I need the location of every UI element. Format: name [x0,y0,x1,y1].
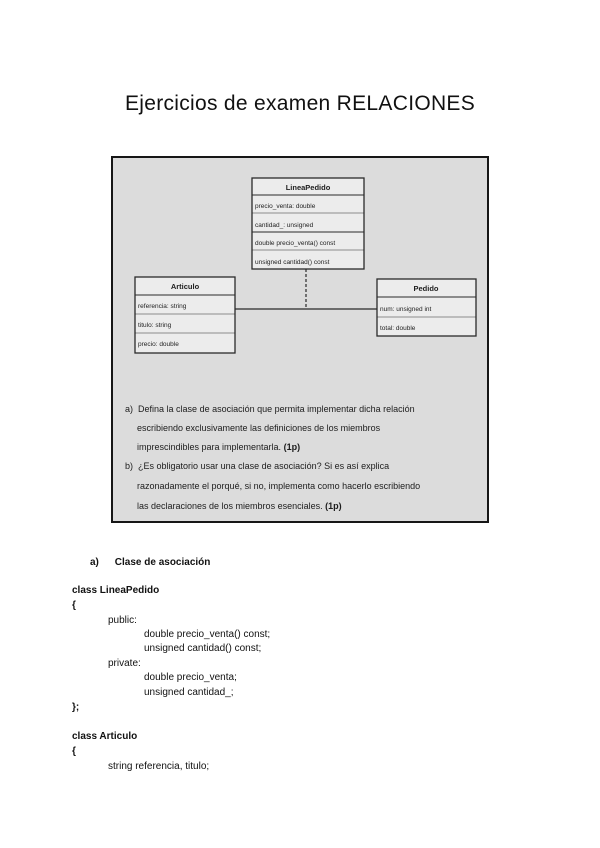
task-a-points: (1p) [283,442,301,452]
open-brace: { [72,746,76,757]
section-heading [90,557,210,568]
member-line: double precio_venta; [144,672,237,683]
class-method: unsigned cantidad() const [255,259,330,266]
class-attribute: num: unsigned int [380,306,432,313]
task-a-line-3 [137,442,300,452]
task-b-text: las declaraciones de los miembros esenciales. [137,501,323,511]
class-articulo [135,277,235,353]
task-b-line-1 [125,461,389,471]
member-line: double precio_venta() const; [144,629,271,640]
class-attribute: precio: double [138,341,179,348]
task-b-text: ¿Es obligatorio usar una clase de asociación? Si es así explica [138,461,390,471]
task-a-marker: a) [125,404,134,414]
member-line: string referencia, titulo; [108,761,210,772]
class-attribute: cantidad_: unsigned [255,222,314,229]
class-header: class Articulo [72,731,138,742]
class-header: class LineaPedido [72,585,160,596]
task-b-line-3 [137,501,342,511]
class-attribute: precio_venta: double [255,203,316,210]
section-title: Clase de asociación [114,557,211,568]
task-a-line-1 [125,404,415,414]
access-private: private: [108,658,141,669]
access-public: public: [108,615,137,626]
task-a-text: Defina la clase de asociación que permita implementar dicha relación [138,404,415,414]
page-title: Ejercicios de examen RELACIONES [124,92,476,115]
class-attribute: referencia: string [138,303,187,310]
task-b-marker: b) [125,461,134,471]
section-marker: a) [90,557,99,568]
class-lineapedido [252,178,364,269]
class-pedido [377,279,476,336]
close-brace: }; [72,702,80,713]
task-a-line-2: escribiendo exclusivamente las definiciones de los miembros [137,423,381,433]
task-b-points: (1p) [325,501,342,511]
member-line: unsigned cantidad_; [144,687,234,698]
task-a-text: imprescindibles para implementarla. [137,442,282,452]
class-name: Articulo [170,282,200,291]
open-brace: { [72,600,76,611]
class-attribute: total: double [380,325,416,332]
class-name: LineaPedido [285,183,331,192]
task-b-line-2: razonadamente el porqué, si no, implementa como hacerlo escribiendo [137,481,421,491]
class-name: Pedido [413,284,439,293]
member-line: unsigned cantidad() const; [144,643,262,654]
exam-photo [111,156,489,523]
class-method: double precio_venta() const [255,240,336,247]
class-attribute: titulo: string [138,322,172,329]
